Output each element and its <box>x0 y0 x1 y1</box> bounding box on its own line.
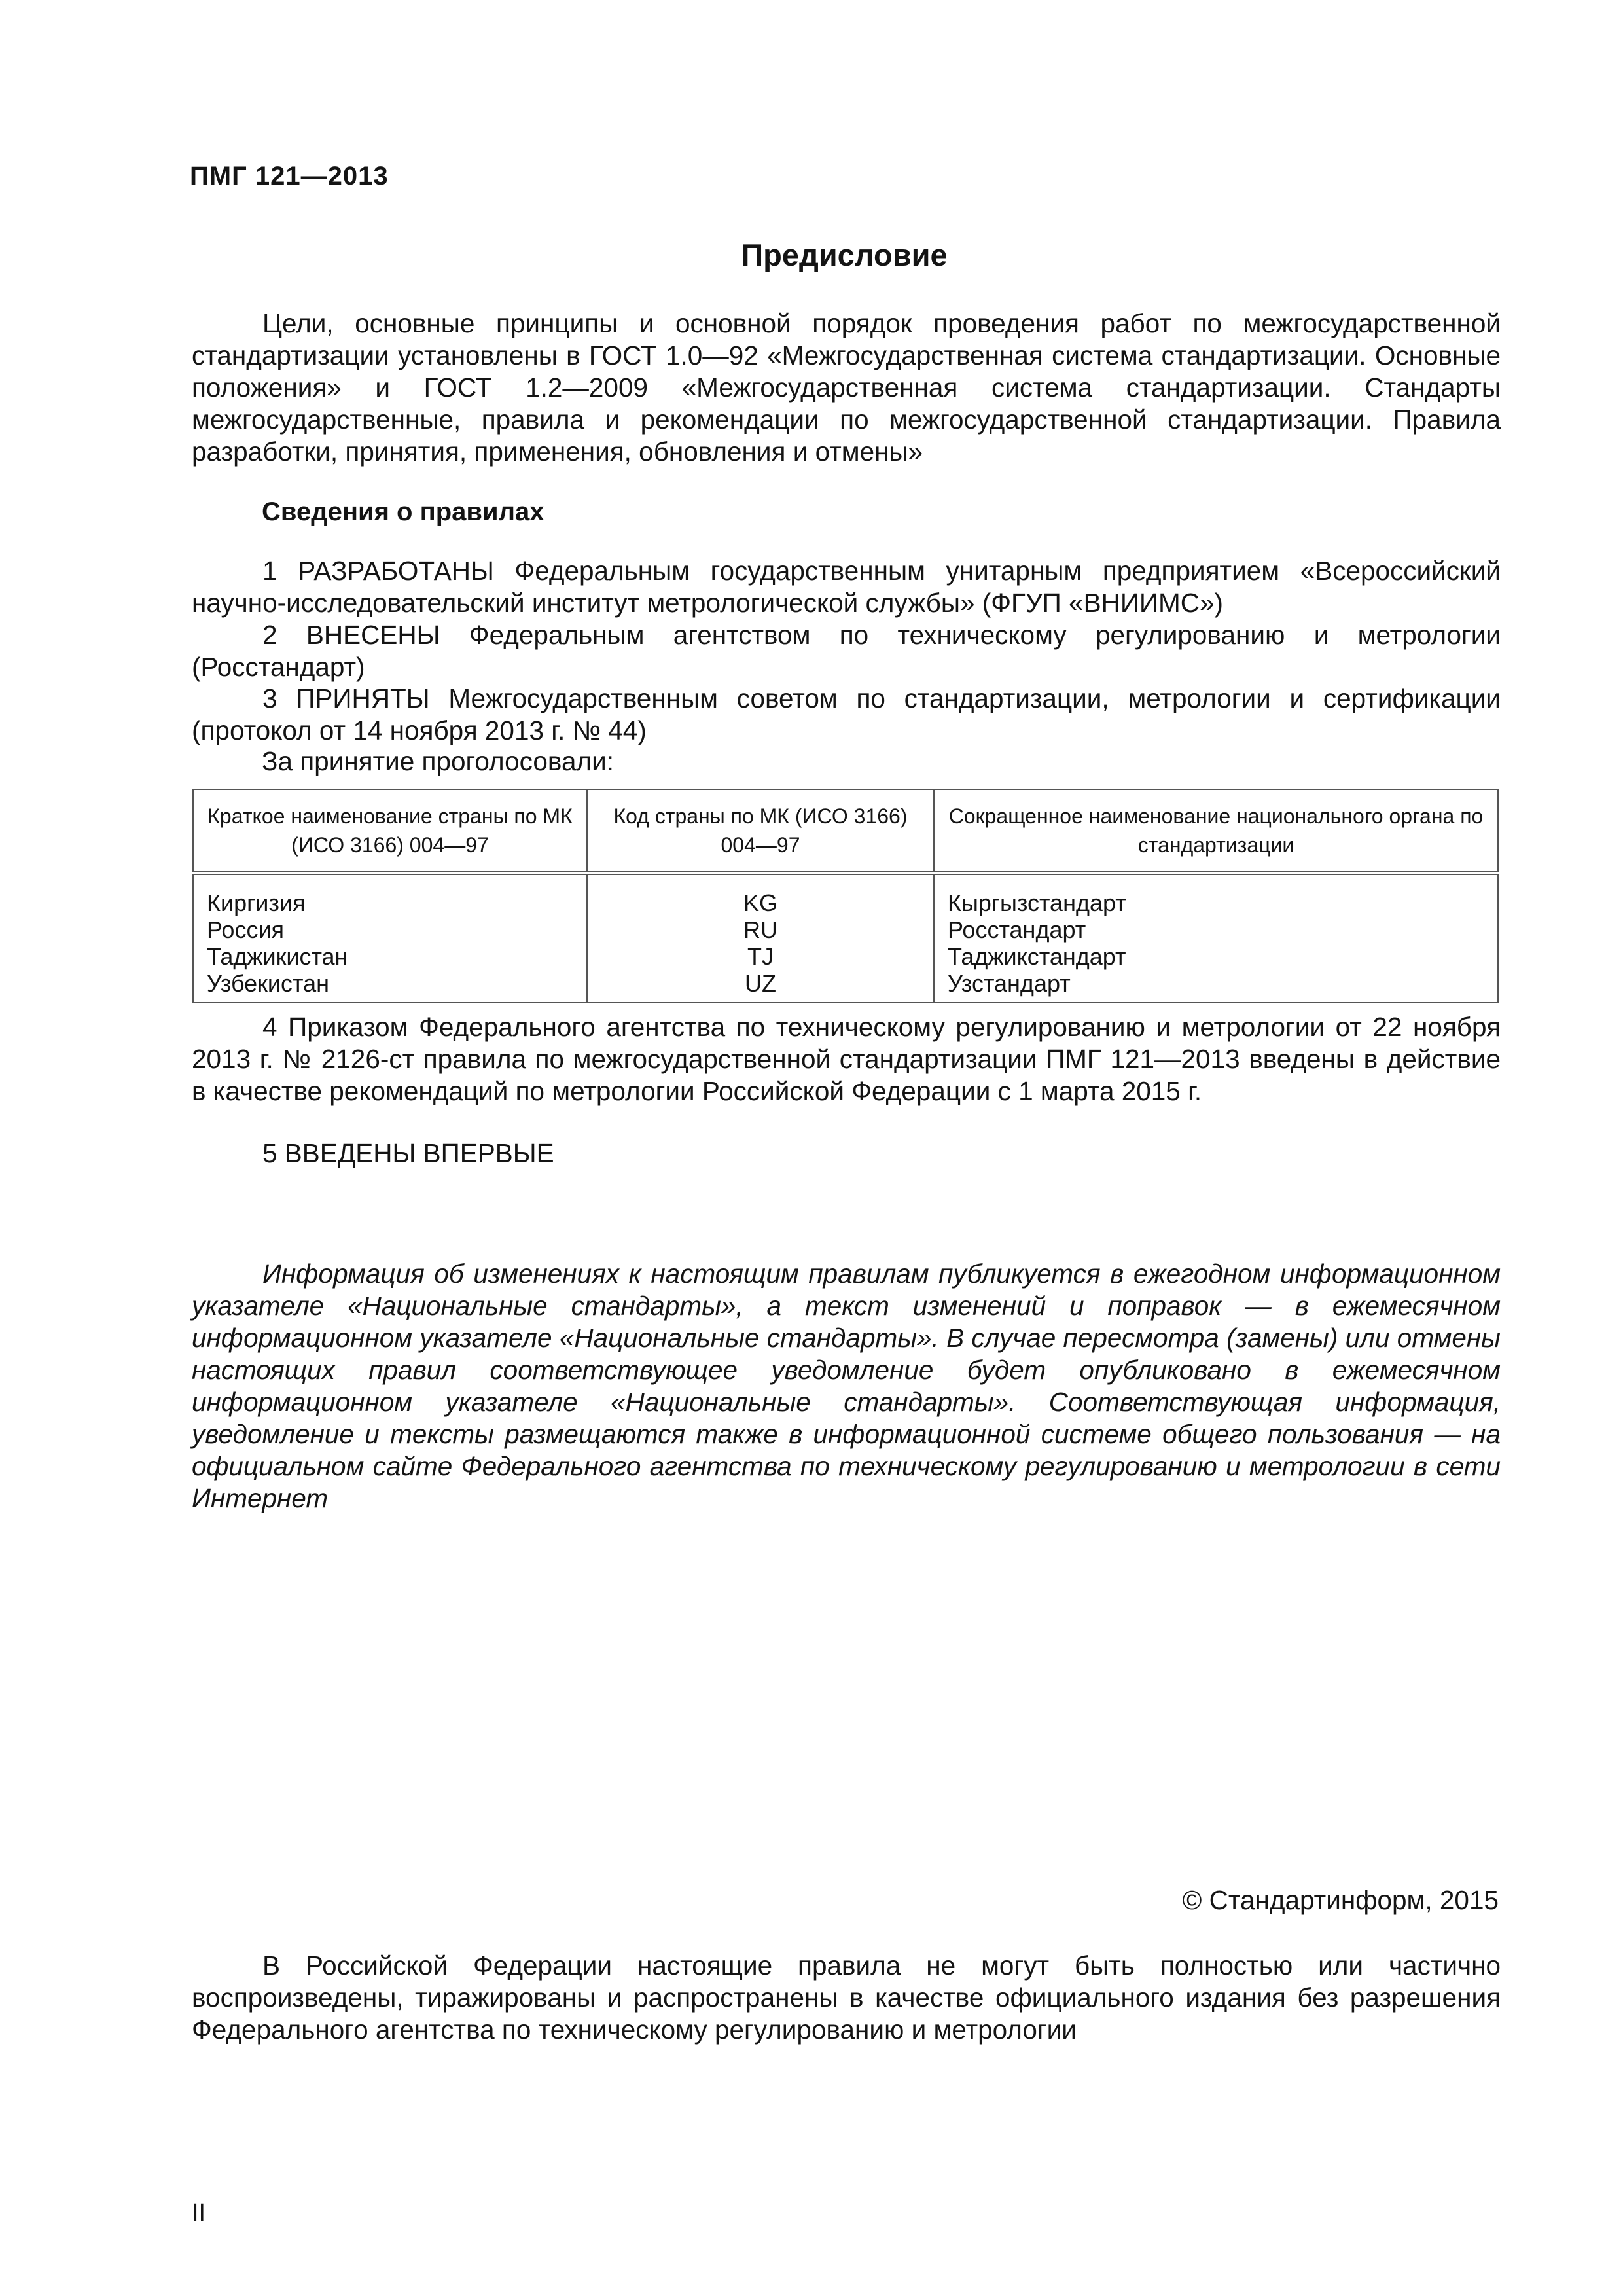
cell-country: Таджикистан <box>193 943 587 970</box>
item-3-text: 3 ПРИНЯТЫ Межгосударственным советом по стандартизации, метрологии и сертификации (протокол от 14 ноября 2013 г. № 44) <box>192 683 1501 745</box>
item-2-text: 2 ВНЕСЕНЫ Федеральным агентством по техническому регулированию и метрологии (Росстандарт) <box>192 620 1501 682</box>
table-header-org: Сокращенное наименование национального органа по стандартизации <box>934 789 1498 873</box>
voted-label: За принятие проголосовали: <box>262 746 614 776</box>
intro-text: Цели, основные принципы и основной порядок проведения работ по межгосударственной стандартизации установлены в ГОСТ 1.0—92 «Межгосударственная система стандартизации. Основные положения» и ГОСТ 1.2—2009 «Межгосударственная система стандартизации. Стандарты межгосударственные, правила и рекомендации по межгосударственной стандартизации. Правила разработки, принятия, применения, обновления и отмены» <box>192 308 1501 467</box>
cell-org: Кыргызстандарт <box>934 873 1498 916</box>
item-1-text: 1 РАЗРАБОТАНЫ Федеральным государственным унитарным предприятием «Всероссийский научно-исследовательский институт метрологической службы» (ФГУП «ВНИИМС») <box>192 556 1501 618</box>
copyright-notice <box>192 1950 1501 2046</box>
item-5-text: 5 ВВЕДЕНЫ ВПЕРВЫЕ <box>262 1138 554 1168</box>
cell-country: Россия <box>193 916 587 943</box>
item-4-paragraph <box>192 1011 1501 1107</box>
cell-code: TJ <box>587 943 934 970</box>
page-title: Предисловие <box>741 238 948 272</box>
cell-code: KG <box>587 873 934 916</box>
copyright-line: © Стандартинформ, 2015 <box>1182 1885 1499 1915</box>
intro-paragraph <box>192 308 1501 468</box>
changes-note <box>192 1258 1501 1515</box>
cell-code: UZ <box>587 970 934 1003</box>
table-row <box>193 943 1498 970</box>
item-3-paragraph <box>192 683 1501 747</box>
table-row <box>193 873 1498 916</box>
table-header-country: Краткое наименование страны по МК (ИСО 3166) 004—97 <box>193 789 587 873</box>
item-2-paragraph <box>192 619 1501 683</box>
table-row <box>193 970 1498 1003</box>
document-code: ПМГ 121—2013 <box>190 162 389 190</box>
cell-org: Таджикстандарт <box>934 943 1498 970</box>
item-4-text: 4 Приказом Федерального агентства по техническому регулированию и метрологии от 22 ноября 2013 г. № 2126-ст правила по межгосударственной стандартизации ПМГ 121—2013 введены в действие в качестве рекомендаций по метрологии Российской Федерации с 1 марта 2015 г. <box>192 1012 1501 1106</box>
table-header-row <box>193 789 1498 873</box>
page-number: II <box>192 2199 206 2227</box>
table-header-code: Код страны по МК (ИСО 3166) 004—97 <box>587 789 934 873</box>
voting-table <box>192 789 1499 1003</box>
changes-note-text: Информация об изменениях к настоящим правилам публикуется в ежегодном информационном указателе «Национальные стандарты», а текст изменений и поправок — в ежемесячном информационном указателе «Национальные стандарты». В случае пересмотра (замены) или отмены настоящих правил соответствующее уведомление будет опубликовано в ежемесячном информационном указателе «Национальные стандарты». Соответствующая информация, уведомление и тексты размещаются также в информационной системе общего пользования — на официальном сайте Федерального агентства по техническому регулированию и метрологии в сети Интернет <box>192 1259 1501 1513</box>
table-row <box>193 916 1498 943</box>
section-subheading: Сведения о правилах <box>262 497 544 526</box>
cell-org: Узстандарт <box>934 970 1498 1003</box>
cell-code: RU <box>587 916 934 943</box>
cell-country: Узбекистан <box>193 970 587 1003</box>
cell-org: Росстандарт <box>934 916 1498 943</box>
cell-country: Киргизия <box>193 873 587 916</box>
item-5-paragraph <box>192 1138 1501 1170</box>
item-1-paragraph <box>192 555 1501 619</box>
copyright-notice-text: В Российской Федерации настоящие правила не могут быть полностью или частично воспроизведены, тиражированы и распространены в качестве официального издания без разрешения Федерального агентства по техническому регулированию и метрологии <box>192 1950 1501 2045</box>
